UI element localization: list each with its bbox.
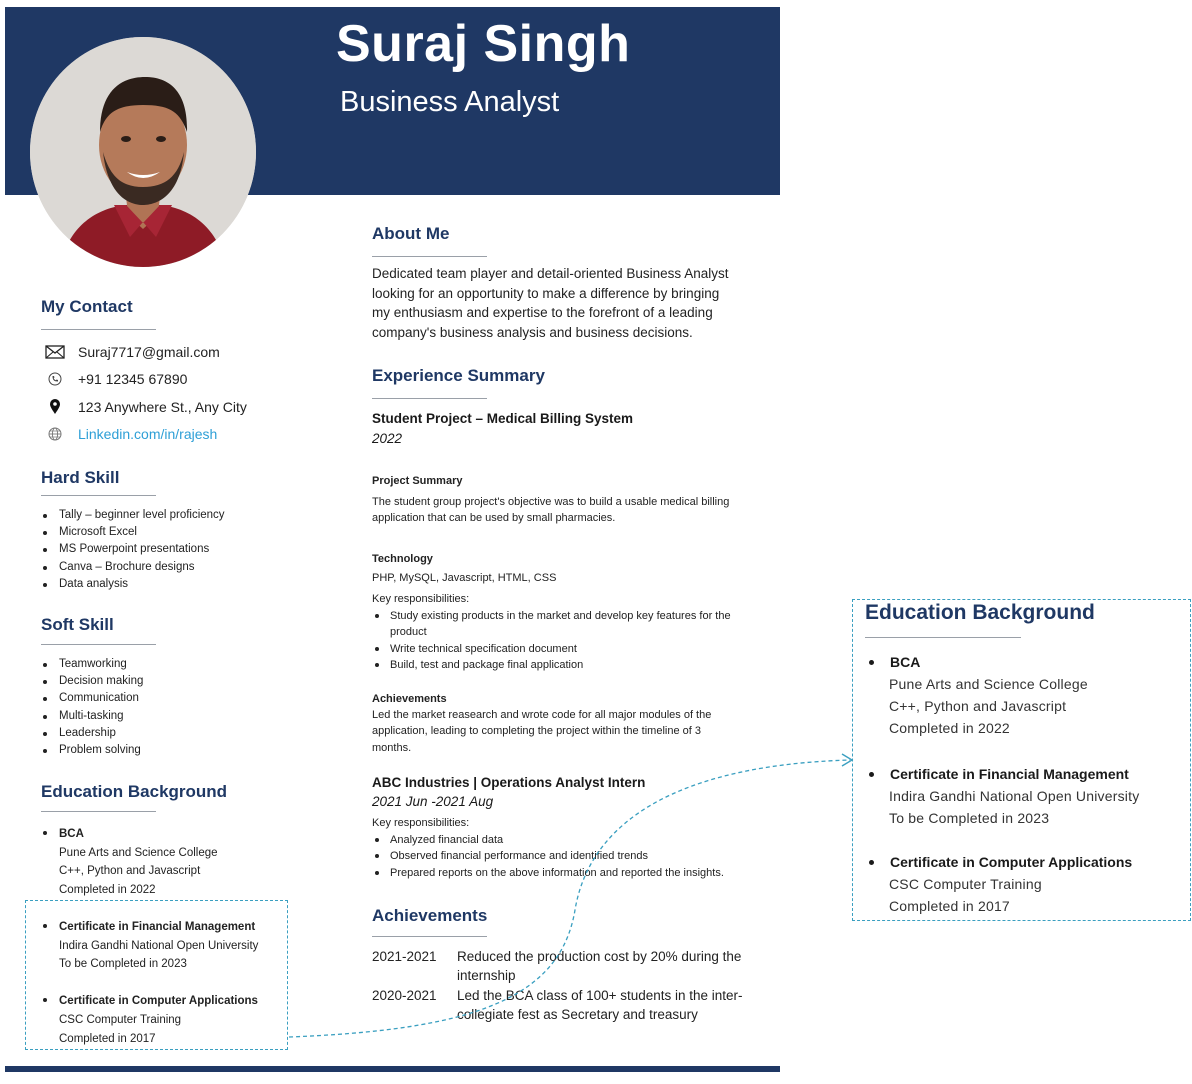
achievement-line: Led the market reasearch and wrote code for all major modules of the <box>372 709 712 721</box>
zoom-item-line: Completed in 2017 <box>889 898 1010 914</box>
list-item: Leadership <box>41 725 143 742</box>
zoom-item-title: BCA <box>865 654 920 670</box>
zoom-item-line: C++, Python and Javascript <box>889 698 1067 714</box>
education-title: Certificate in Computer Applications <box>41 992 258 1011</box>
list-item: Data analysis <box>41 576 225 593</box>
list-item: Analyzed financial data <box>372 832 782 848</box>
achievement-line: collegiate fest as Secretary and treasury <box>457 1007 698 1022</box>
list-item: Canva – Brochure designs <box>41 559 225 576</box>
project-resp-label: Key responsibilities: <box>372 593 470 605</box>
summary-line: application that can be used by small pharmacies. <box>372 512 616 525</box>
soft-skill-heading: Soft Skill <box>41 615 114 634</box>
education-title: Certificate in Financial Management <box>41 918 258 937</box>
zoom-box <box>852 599 1191 921</box>
education-line: Indira Gandhi National Open University <box>59 939 259 952</box>
achievement-year: 2020-2021 <box>372 988 437 1003</box>
list-item: Prepared reports on the above information and reported the insights. <box>372 865 782 881</box>
project-achievements-label: Achievements <box>372 693 447 705</box>
zoom-item-line: Indira Gandhi National Open University <box>889 788 1140 804</box>
achievements-heading: Achievements <box>372 906 488 925</box>
summary-line: The student group project's objective was to build a usable medical billing <box>372 496 730 508</box>
contact-linkedin-link[interactable]: Linkedin.com/in/rajesh <box>78 426 218 442</box>
zoom-item-line: Completed in 2022 <box>889 720 1010 736</box>
technology-label: Technology <box>372 553 433 565</box>
job-date: 2021 Jun -2021 Aug <box>372 794 494 809</box>
list-item: Observed financial performance and identified trends <box>372 848 782 864</box>
project-summary-label: Project Summary <box>372 475 463 487</box>
about-line: looking for an opportunity to make a difference by bringing <box>372 285 720 301</box>
achievement-year: 2021-2021 <box>372 949 437 964</box>
candidate-name: Suraj Singh <box>336 15 631 73</box>
list-item: Build, test and package final application <box>372 657 782 673</box>
contact-email[interactable]: Suraj7717@gmail.com <box>78 344 220 360</box>
job-title: ABC Industries | Operations Analyst Intern <box>372 775 646 790</box>
hard-skill-heading: Hard Skill <box>41 468 120 487</box>
about-line: Dedicated team player and detail-oriented Business Analyst <box>372 266 729 281</box>
list-item: MS Powerpoint presentations <box>41 541 225 558</box>
zoom-item-title: Certificate in Financial Management <box>865 766 1129 782</box>
education-line: Pune Arts and Science College <box>59 846 218 859</box>
list-item: Write technical specification document <box>372 641 782 657</box>
education-line: CSC Computer Training <box>59 1014 182 1026</box>
project-date: 2022 <box>372 431 403 446</box>
experience-heading: Experience Summary <box>372 366 545 385</box>
list-item-continuation: product <box>390 626 427 639</box>
about-line: company's business analysis and business decisions. <box>372 324 693 340</box>
zoom-rule <box>865 637 1021 638</box>
list-item: Decision making <box>41 673 143 690</box>
contact-address: 123 Anywhere St., Any City <box>78 399 247 415</box>
education-line: To be Completed in 2023 <box>59 958 187 970</box>
education-line: C++, Python and Javascript <box>59 865 201 877</box>
candidate-role: Business Analyst <box>340 86 560 118</box>
project-title: Student Project – Medical Billing System <box>372 411 634 426</box>
education-heading: Education Background <box>41 782 228 801</box>
education-title: BCA <box>41 825 218 844</box>
technology-list: PHP, MySQL, Javascript, HTML, CSS <box>372 572 557 584</box>
education-line: Completed in 2022 <box>59 883 156 896</box>
list-item: Teamworking <box>41 656 143 673</box>
list-item: Microsoft Excel <box>41 524 225 541</box>
list-item: Tally – beginner level proficiency <box>41 507 225 524</box>
about-heading: About Me <box>372 224 450 243</box>
list-item: Multi-tasking <box>41 708 143 725</box>
achievement-line: Led the BCA class of 100+ students in the inter- <box>457 988 743 1003</box>
list-item: Study existing products in the market and develop key features for the <box>372 608 782 624</box>
list-item: Communication <box>41 690 143 707</box>
achievement-line: application, leading to completing the project within the timeline of 3 <box>372 725 701 738</box>
about-line: my enthusiasm and expertise to the forefront of a leading <box>372 305 713 321</box>
education-line: Completed in 2017 <box>59 1033 156 1045</box>
zoom-item-title: Certificate in Computer Applications <box>865 854 1132 870</box>
list-item: Problem solving <box>41 742 143 759</box>
zoom-item-line: Pune Arts and Science College <box>889 676 1088 692</box>
contact-phone[interactable]: +91 12345 67890 <box>78 371 188 387</box>
achievement-line: Reduced the production cost by 20% during the <box>457 949 742 964</box>
contact-heading: My Contact <box>41 297 133 316</box>
zoom-item-line: CSC Computer Training <box>889 876 1042 892</box>
job-resp-label: Key responsibilities: <box>372 817 470 829</box>
zoom-item-line: To be Completed in 2023 <box>889 810 1050 826</box>
achievement-line: months. <box>372 741 412 754</box>
zoom-heading: Education Background <box>865 601 1095 624</box>
achievement-line: internship <box>457 968 516 983</box>
